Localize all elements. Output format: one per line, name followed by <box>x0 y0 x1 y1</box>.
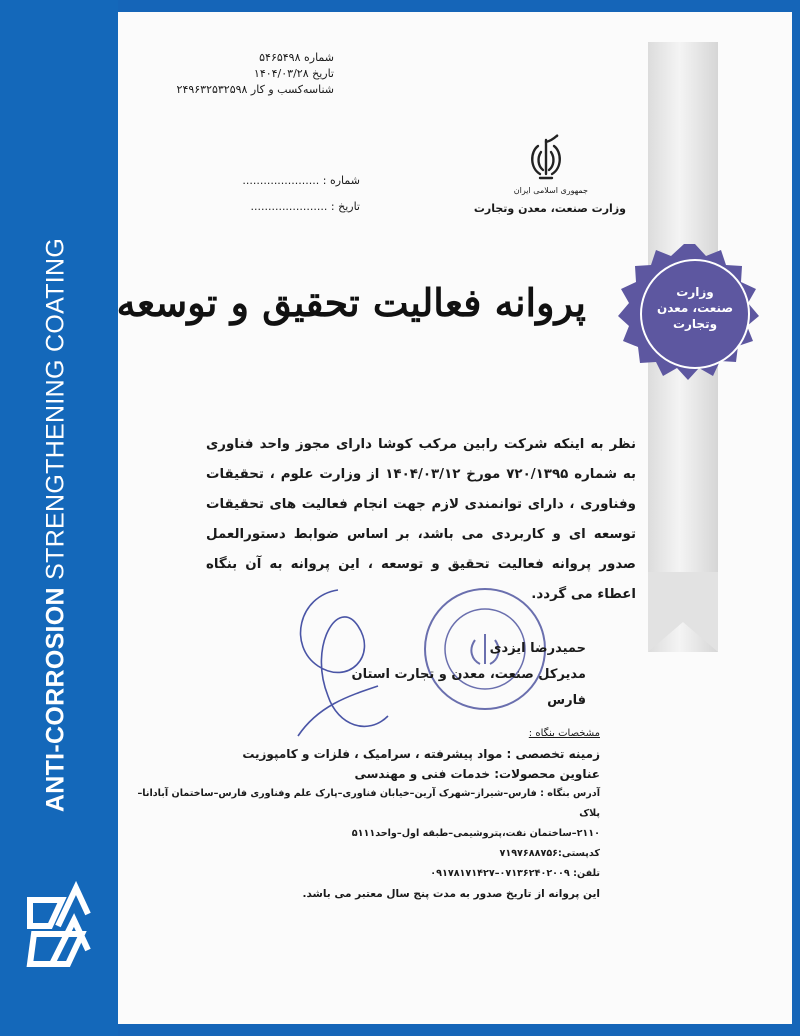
date-dots: ...................... <box>250 200 328 213</box>
reference-number: شماره ۵۴۶۵۴۹۸ <box>259 51 334 64</box>
brand-tagline-bold: ANTI-CORROSION <box>41 587 70 813</box>
certificate-page <box>118 12 792 1024</box>
iran-emblem-icon <box>524 134 568 184</box>
specs-products: عناوین محصولات: خدمات فنی و مهندسی <box>354 767 600 781</box>
specs-postal: کدپستی:۷۱۹۷۶۸۸۷۵۶ <box>499 848 600 859</box>
signer-name: حمیدرضا ایزدی <box>489 641 586 656</box>
date-field <box>180 194 360 220</box>
number-date-fields <box>180 168 360 220</box>
number-label: شماره : <box>322 174 360 187</box>
seal-text <box>648 284 742 332</box>
number-field <box>180 168 360 194</box>
seal-line-2: صنعت، معدن <box>656 301 734 315</box>
brand-sidebar <box>0 0 118 1036</box>
certificate-title: پروانه فعالیت تحقیق و توسعه <box>116 280 586 325</box>
reference-date: تاریخ ۱۴۰۴/۰۳/۲۸ <box>253 67 334 80</box>
ribbon-tail <box>648 572 718 652</box>
company-specs <box>130 724 600 884</box>
brand-tagline <box>42 238 71 812</box>
republic-label: جمهوری اسلامی ایران <box>513 186 588 195</box>
signer-block <box>326 636 586 714</box>
certificate-body: نظر به اینکه شرکت رابین مرکب کوشا دارای مجوز واحد فناوری به شماره ۷۲۰/۱۳۹۵ مورخ ۱۴۰۴/۰۳/۱۲ از وزارت علوم ، تحقیقات وفناوری ، دارای توانمندی لازم جهت انجام فعالیت های تحقیقات توسعه ای و کاربردی می باشد، بر اساس ضوابط دستورالعمل صدور پروانه فعالیت تحقیق و توسعه ، این پروانه به آن بنگاه اعطاء می گردد. <box>206 437 637 602</box>
specs-address-2: ۲۱۱۰–ساختمان نفت،پتروشیمی–طبقه اول–واحد۵۱۱۱ <box>351 828 600 839</box>
date-label: تاریخ : <box>330 200 360 213</box>
specs-field: زمینه تخصصی : مواد پیشرفته ، سرامیک ، فلزات و کامپوزیت <box>242 747 600 761</box>
number-dots: ...................... <box>242 174 320 187</box>
dca-logo-icon <box>22 880 94 970</box>
business-id: شناسه‌کسب و کار ۲۴۹۶۳۲۵۳۲۵۹۸ <box>176 83 334 96</box>
specs-heading: مشخصات بنگاه : <box>528 728 600 739</box>
reference-block <box>134 50 334 98</box>
brand-tagline-rest: STRENGTHENING COATING <box>41 237 70 580</box>
ministry-label: وزارت صنعت، معدن وتجارت <box>473 202 626 215</box>
specs-phone: تلفن: ۰۷۱۳۶۲۴۰۲۰۰۹–۰۹۱۷۸۱۷۱۴۲۷ <box>430 868 600 879</box>
seal-line-1: وزارت <box>676 285 714 299</box>
validity-note: این پروانه از تاریخ صدور به مدت پنج سال معتبر می باشد. <box>302 888 600 900</box>
signer-position: مدیرکل صنعت، معدن و تجارت استان فارس <box>351 667 586 708</box>
specs-address-1: آدرس بنگاه : فارس–شیراز–شهرک آرین–خیابان فناوری–پارک علم وفناوری فارس–ساختمان آبادانا–پلاک <box>137 788 600 819</box>
seal-line-3: وتجارت <box>672 317 718 331</box>
